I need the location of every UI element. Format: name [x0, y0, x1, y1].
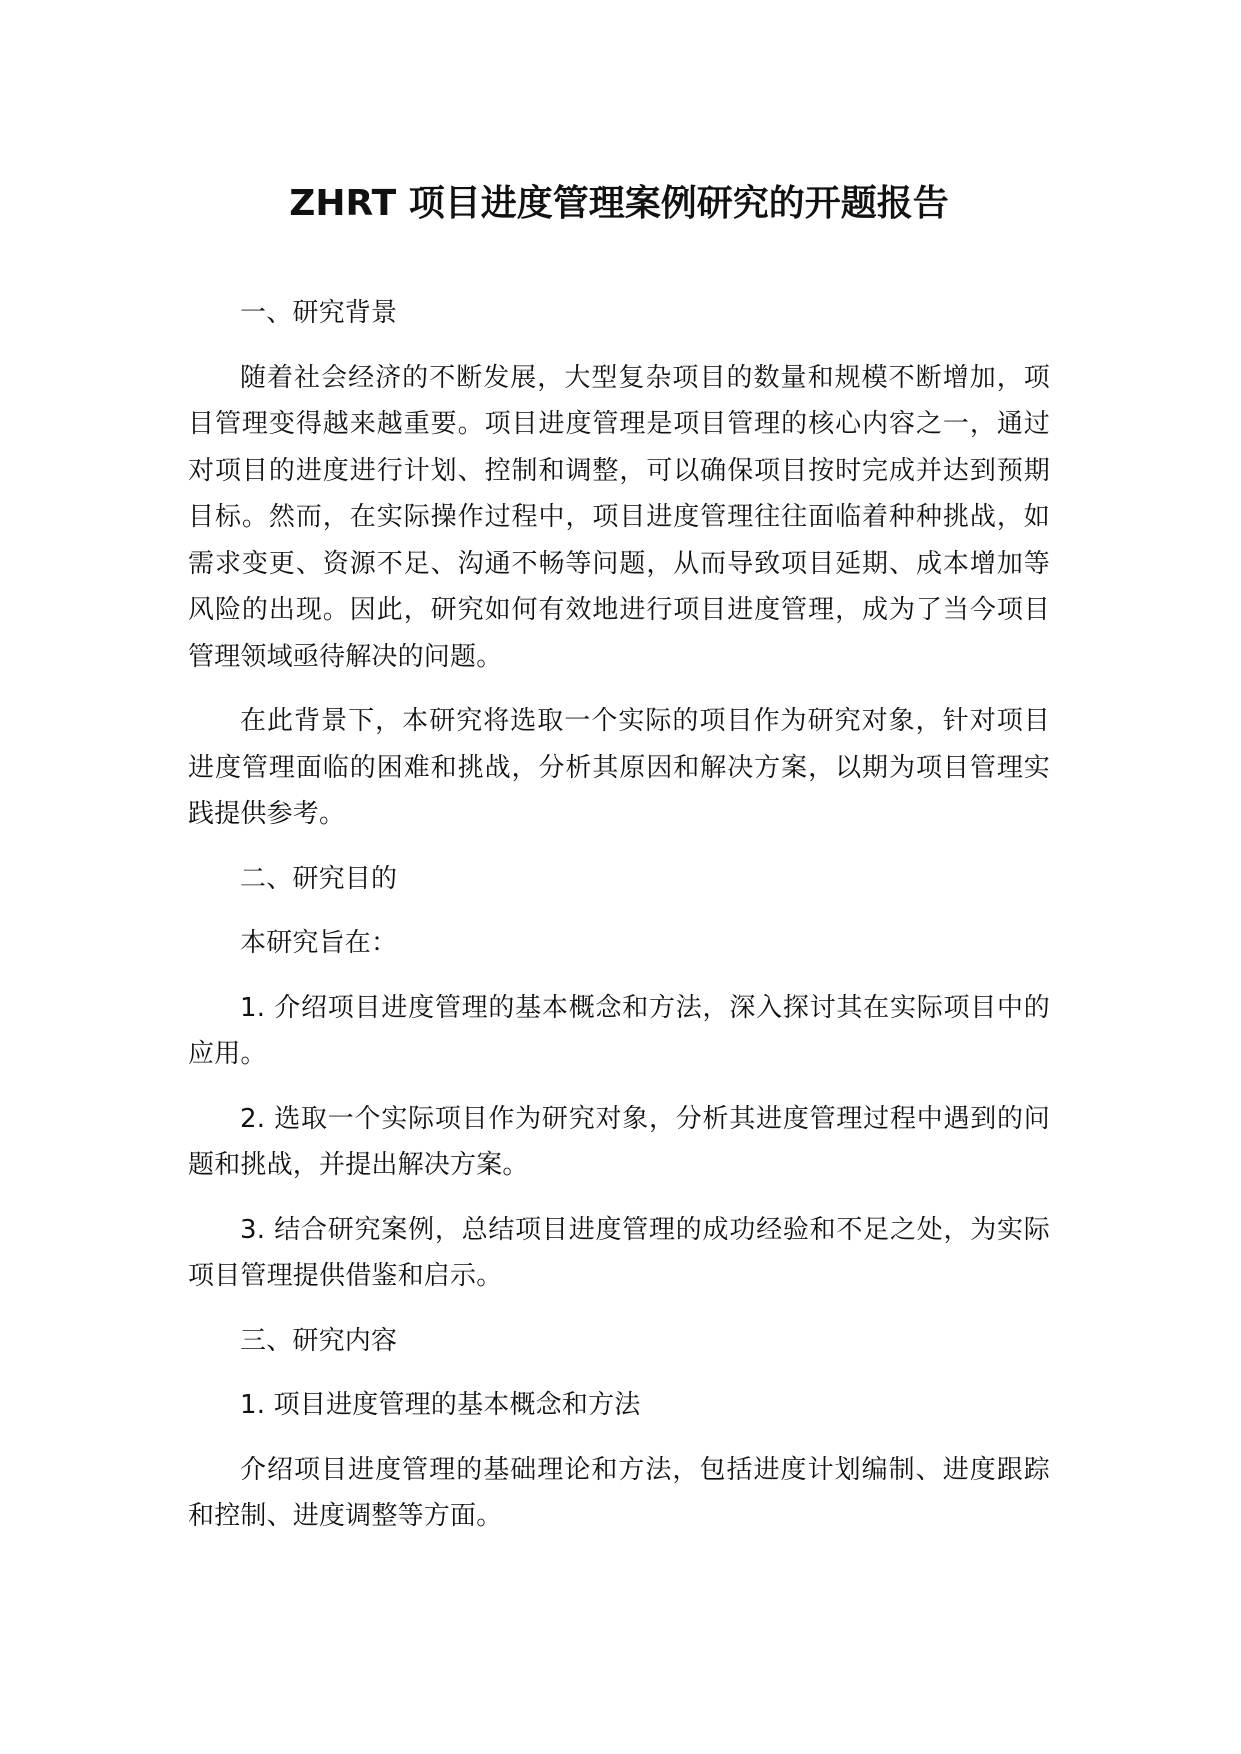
document-title: ZHRT 项目进度管理案例研究的开题报告	[289, 183, 949, 224]
heading-research-background: 一、研究背景	[240, 298, 398, 328]
heading-research-purpose: 二、研究目的	[240, 863, 398, 894]
document-body	[188, 290, 1050, 1558]
paragraph-purpose-intro: 本研究旨在：	[240, 928, 398, 958]
subheading-content-1: 1. 项目进度管理的基本概念和方法	[240, 1390, 641, 1420]
paragraph-content-1: 介绍项目进度管理的基础理论和方法，包括进度计划编制、进度跟踪和控制、进度调整等方面。	[188, 1454, 1050, 1531]
list-item-purpose-1: 1. 介绍项目进度管理的基本概念和方法，深入探讨其在实际项目中的应用。	[188, 992, 1050, 1069]
paragraph-background-1: 随着社会经济的不断发展，大型复杂项目的数量和规模不断增加，项目管理变得越来越重要。项目进度管理是项目管理的核心内容之一，通过对项目的进度进行计划、控制和调整，可以确保项目按时完成并达到预期目标。然而，在实际操作过程中，项目进度管理往往面临着种种挑战，如需求变更、资源不足、沟通不畅等问题，从而导致项目延期、成本增加等风险的出现。因此，研究如何有效地进行项目进度管理，成为了当今项目管理领域亟待解决的问题。	[188, 362, 1050, 672]
list-item-purpose-2: 2. 选取一个实际项目作为研究对象，分析其进度管理过程中遇到的问题和挑战，并提出解决方案。	[188, 1103, 1050, 1180]
heading-research-content: 三、研究内容	[240, 1325, 398, 1356]
list-item-purpose-3: 3. 结合研究案例，总结项目进度管理的成功经验和不足之处，为实际项目管理提供借鉴和启示。	[188, 1214, 1050, 1291]
paragraph-background-2: 在此背景下，本研究将选取一个实际的项目作为研究对象，针对项目进度管理面临的困难和挑战，分析其原因和解决方案，以期为项目管理实践提供参考。	[188, 706, 1050, 829]
